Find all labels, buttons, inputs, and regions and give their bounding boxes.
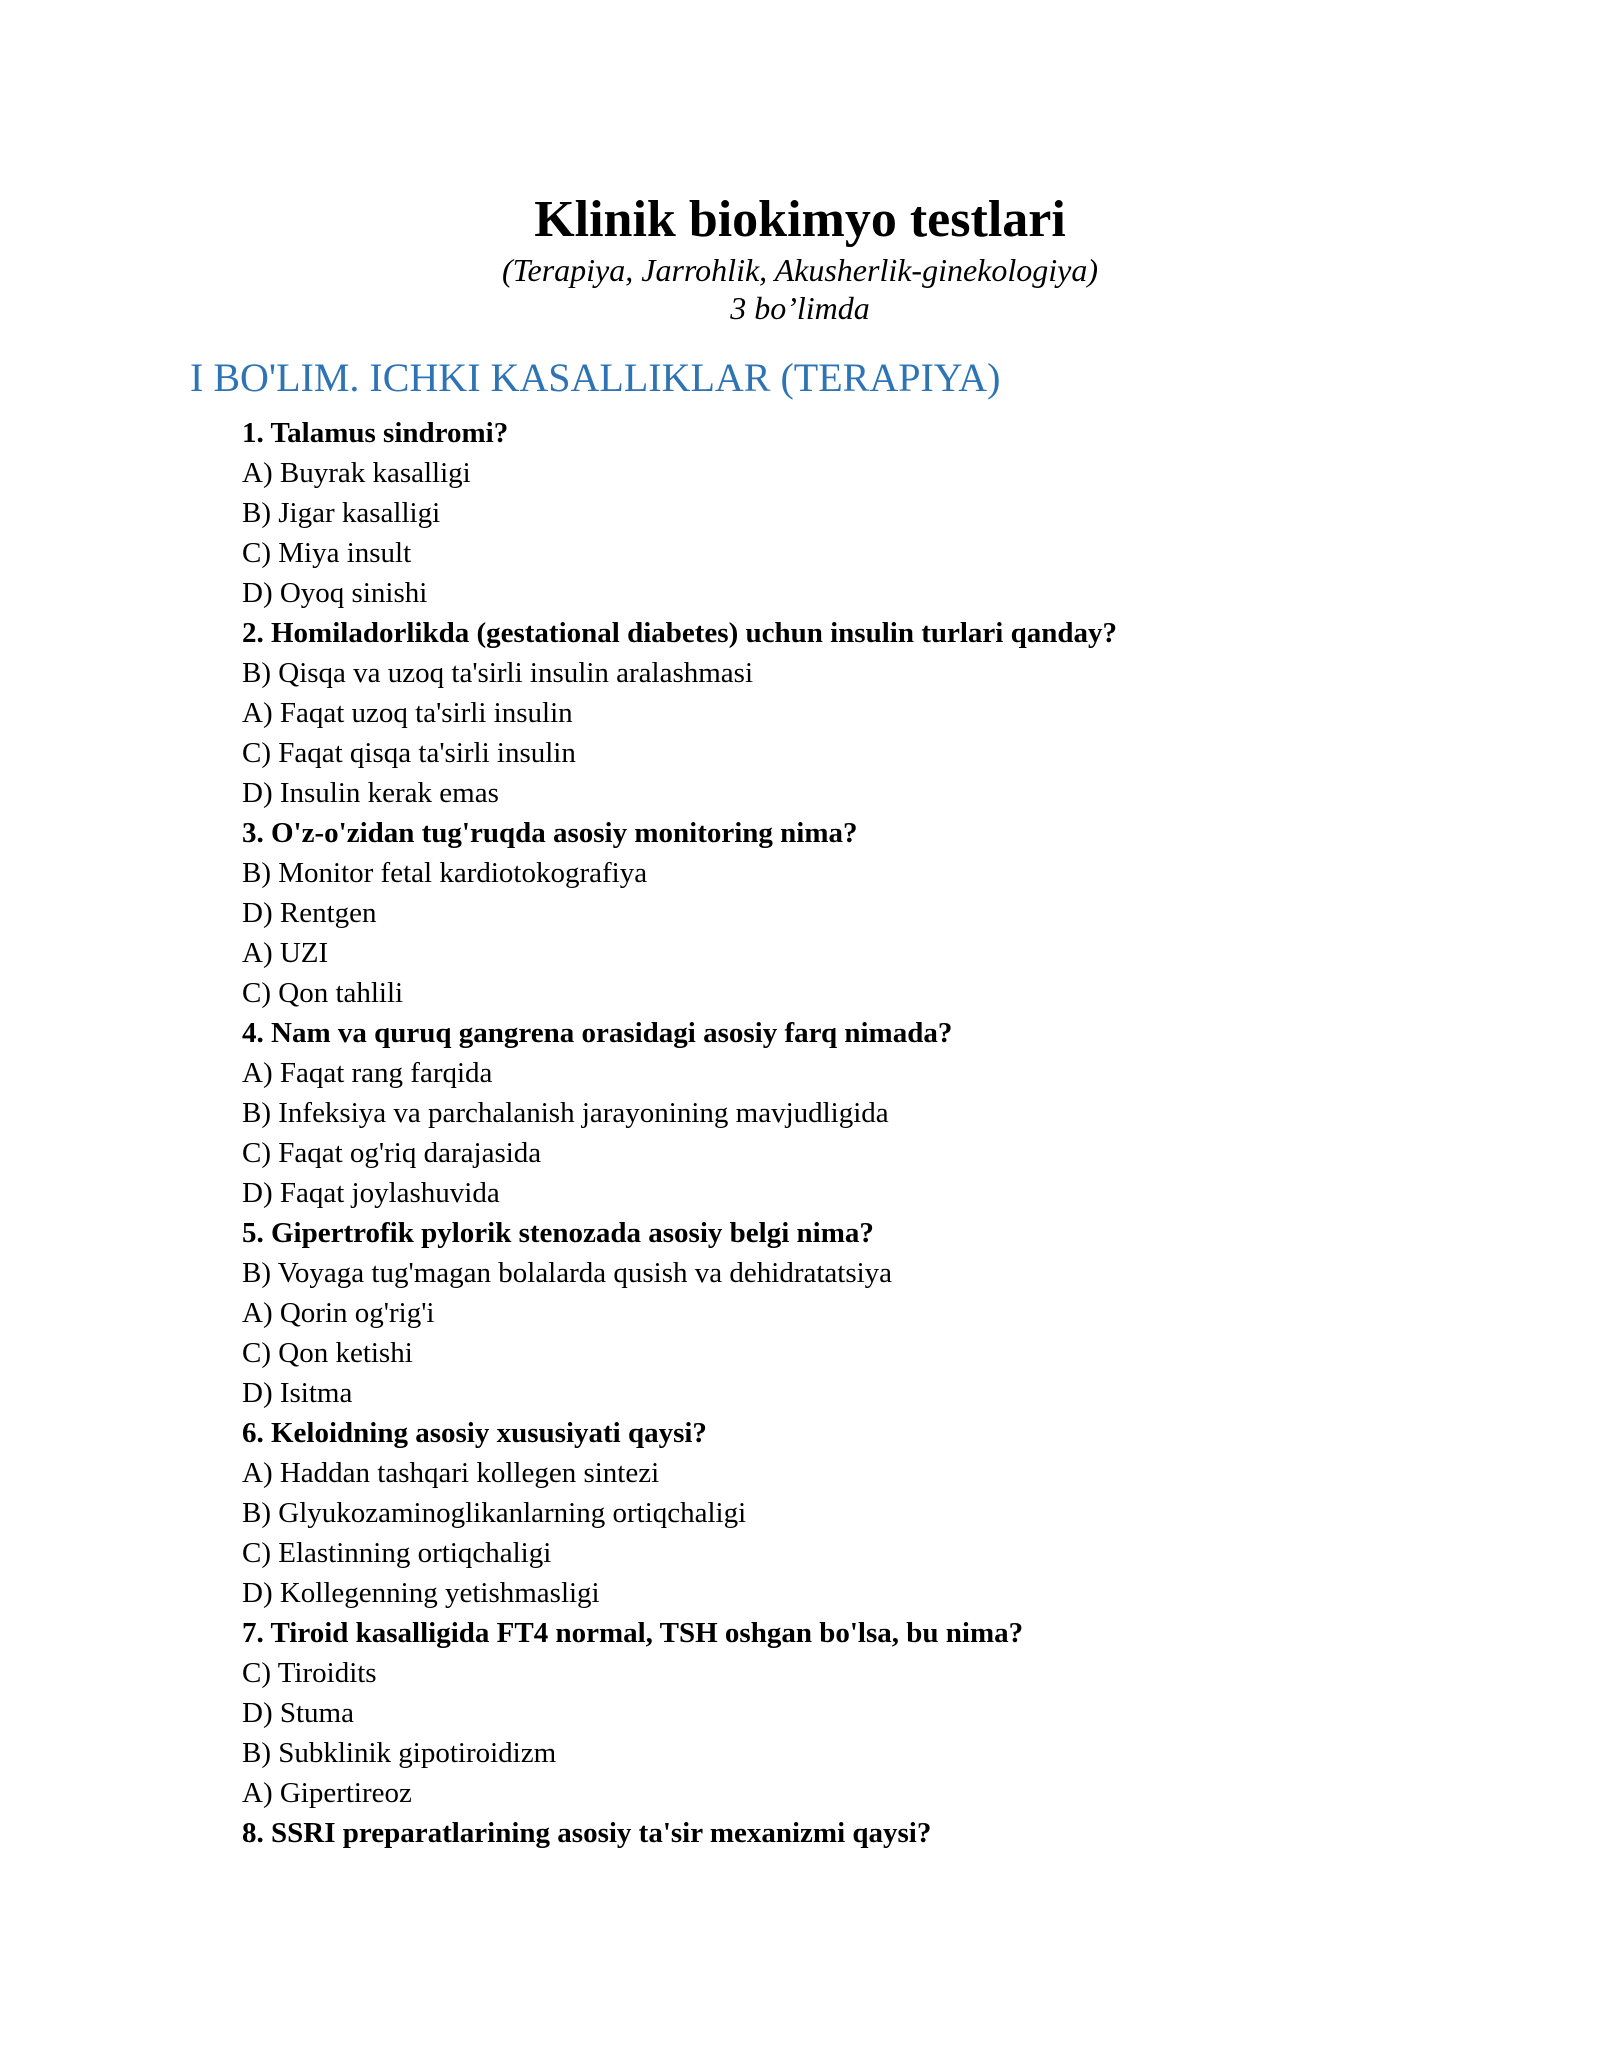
question-text: 2. Homiladorlikda (gestational diabetes) uchun insulin turlari qanday? [242,617,1117,649]
answer-option: D) Faqat joylashuvida [242,1177,500,1209]
answer-option: A) UZI [242,937,329,969]
answer-option: B) Infeksiya va parchalanish jarayonining mavjudligida [242,1097,889,1129]
question-block [242,1213,1542,1413]
answer-option: A) Gipertireoz [242,1777,412,1809]
answer-option: B) Subklinik gipotiroidizm [242,1737,557,1769]
question-text: 3. O'z-o'zidan tug'ruqda asosiy monitoring nima? [242,817,858,849]
answer-option: B) Glyukozaminoglikanlarning ortiqchaligi [242,1497,747,1529]
question-block [242,613,1542,813]
answer-option: C) Tiroidits [242,1657,377,1689]
question-block [242,1613,1542,1813]
answer-option: B) Voyaga tug'magan bolalarda qusish va dehidratatsiya [242,1257,893,1289]
question-block [242,1813,1542,1853]
answer-option: C) Elastinning ortiqchaligi [242,1537,552,1569]
answer-option: C) Qon tahlili [242,977,404,1009]
answer-option: A) Faqat uzoq ta'sirli insulin [242,697,573,729]
answer-option: A) Faqat rang farqida [242,1057,493,1089]
answer-option: D) Oyoq sinishi [242,577,428,609]
answer-option: C) Faqat og'riq darajasida [242,1137,542,1169]
document-subtitle-scope: (Terapiya, Jarrohlik, Akusherlik-ginekologiya) [501,252,1099,288]
answer-option: D) Stuma [242,1697,354,1729]
answer-option: A) Haddan tashqari kollegen sintezi [242,1457,660,1489]
answer-option: A) Buyrak kasalligi [242,457,471,489]
question-text: 4. Nam va quruq gangrena orasidagi asosiy farq nimada? [242,1017,953,1049]
question-text: 6. Keloidning asosiy xususiyati qaysi? [242,1417,707,1449]
answer-option: D) Isitma [242,1377,353,1409]
document-title: Klinik biokimyo testlari [534,191,1066,248]
question-block [242,1013,1542,1213]
question-block [242,1413,1542,1613]
question-text: 8. SSRI preparatlarining asosiy ta'sir mexanizmi qaysi? [242,1817,932,1849]
answer-option: D) Rentgen [242,897,377,929]
question-list [242,413,1542,1853]
document-subtitle-parts: 3 bo’limda [730,290,870,326]
question-block [242,813,1542,1013]
answer-option: B) Qisqa va uzoq ta'sirli insulin aralashmasi [242,657,754,689]
answer-option: B) Jigar kasalligi [242,497,441,529]
answer-option: D) Kollegenning yetishmasligi [242,1577,600,1609]
answer-option: C) Miya insult [242,537,412,569]
answer-option: B) Monitor fetal kardiotokografiya [242,857,648,889]
answer-option: A) Qorin og'rig'i [242,1297,435,1329]
answer-option: D) Insulin kerak emas [242,777,499,809]
answer-option: C) Faqat qisqa ta'sirli insulin [242,737,576,769]
question-text: 5. Gipertrofik pylorik stenozada asosiy belgi nima? [242,1217,874,1249]
question-text: 1. Talamus sindromi? [242,417,509,449]
question-text: 7. Tiroid kasalligida FT4 normal, TSH oshgan bo'lsa, bu nima? [242,1617,1024,1649]
section-heading: I BO'LIM. ICHKI KASALLIKLAR (TERAPIYA) [190,355,1001,400]
answer-option: C) Qon ketishi [242,1337,413,1369]
question-block [242,413,1542,613]
